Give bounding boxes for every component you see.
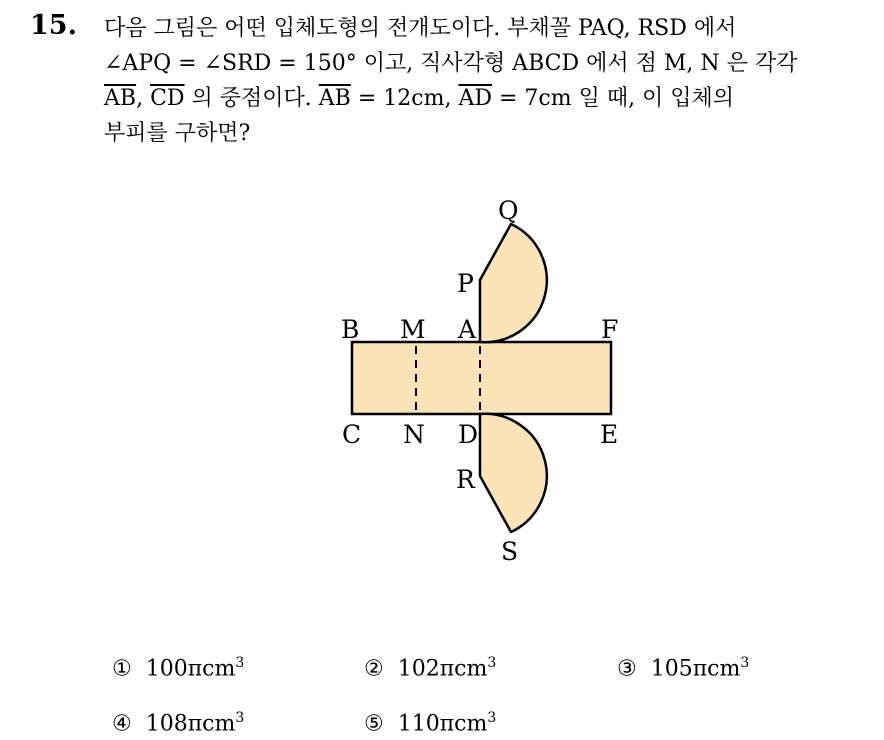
label-f: F [601,315,619,344]
stem-line-2: ∠APQ = ∠SRD = 150° 이고, 직사각형 ABCD 에서 점 M, N 은 각각 [104,51,798,76]
stem-line-1: 다음 그림은 어떤 입체도형의 전개도이다. 부채꼴 PAQ, RSD 에서 [104,16,737,41]
sector-paq [480,224,547,342]
stem-line-3: $\overline{AB}$, $\overline{CD}$ 의 중점이다. $\overline{AB} = 12cm$, $\overline{AD} = 7cm$ 일 때, 이 입체의 [104,86,735,111]
choice-3-mark: ③ [617,656,637,682]
choice-5[interactable] [364,710,496,736]
choice-4-exp: 3 [235,710,245,726]
label-m: M [400,315,426,344]
segment-cd: $\overline{CD}$ [150,86,185,111]
question-number: 15. [30,10,77,41]
segment-ab: $\overline{AB}$ [104,86,137,111]
label-q: Q [498,196,519,225]
choice-2[interactable] [364,655,496,681]
label-b: B [341,315,360,344]
midpoint-text: 의 중점이다. [191,86,312,111]
label-c: C [342,420,362,449]
label-e: E [600,420,619,449]
choice-5-exp: 3 [487,710,497,726]
label-s: S [501,537,519,566]
ab-length: = 12cm, [350,86,459,111]
choice-4-text: 108πcm [145,711,236,737]
choice-1-text: 100πcm [145,656,236,682]
choice-3-exp: 3 [740,655,750,671]
label-r: R [456,465,475,494]
label-a: A [458,315,477,344]
label-p: P [457,269,474,298]
choice-2-exp: 3 [487,655,497,671]
ad-length: = 7cm [491,86,579,111]
label-n: N [403,420,425,449]
rectangle-bcef [352,342,611,414]
choice-5-text: 110πcm [397,711,488,737]
choice-2-mark: ② [364,656,384,682]
choice-4-mark: ④ [112,711,132,737]
choice-4[interactable] [112,710,244,736]
choice-1[interactable] [112,655,244,681]
choice-1-exp: 3 [235,655,245,671]
choice-3-text: 105πcm [650,656,741,682]
choice-1-mark: ① [112,656,132,682]
segment-ab-2: $\overline{AB}$ [318,86,351,111]
choice-5-mark: ⑤ [364,711,384,737]
choice-2-text: 102πcm [397,656,488,682]
stem-line-4: 부피를 구하면? [104,121,251,146]
condition-text: 일 때, 이 입체의 [578,86,735,111]
choice-3[interactable] [617,655,749,681]
sector-rsd [480,414,547,532]
segment-ad: $\overline{AD}$ [458,86,492,111]
label-d: D [458,420,479,449]
